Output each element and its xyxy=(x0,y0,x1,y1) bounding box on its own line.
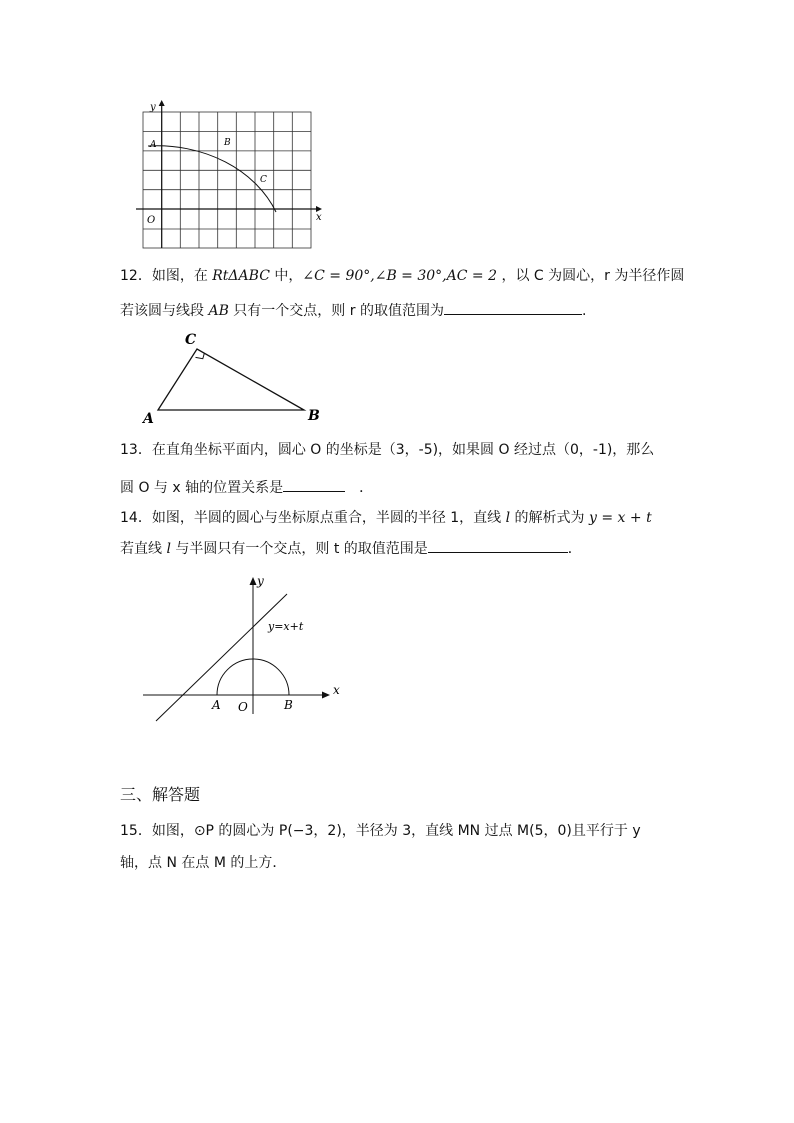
y-axis-label: y xyxy=(257,574,264,588)
q12-triangle: RtΔABC xyxy=(212,268,270,284)
origin-label: O xyxy=(147,215,156,226)
q14-line-l2: l xyxy=(166,541,171,557)
triangle-figure xyxy=(140,328,340,428)
origin-label: O xyxy=(238,700,248,714)
q15-line2: 轴，点 N 在点 M 的上方． xyxy=(120,855,287,871)
x-axis-arrow xyxy=(322,692,330,699)
line-equation-label: y=x+t xyxy=(268,620,304,633)
x-axis-label: x xyxy=(333,683,340,697)
q14-answer-blank[interactable] xyxy=(428,538,568,553)
q12-segment: AB xyxy=(208,303,229,319)
arc xyxy=(148,146,276,212)
y-axis-arrow xyxy=(250,577,257,585)
q14-line1: 14．如图，半圆的圆心与坐标原点重合，半圆的半径 1，直线 l 的解析式为 y = x + t xyxy=(120,510,652,526)
q12-line1: 12．如图，在 RtΔABC 中，∠C = 90°,∠B = 30°,AC = 2 ，以 C 为圆心，r 为半径作圆 xyxy=(120,268,685,284)
q14-equation: y = x + t xyxy=(589,510,652,526)
grid xyxy=(143,112,311,248)
q12-answer-blank[interactable] xyxy=(444,300,582,315)
q14-line2: 若直线 l 与半圆只有一个交点，则 t 的取值范围是 ． xyxy=(120,538,582,559)
point-c-label: C xyxy=(260,175,267,185)
q14-line-l: l xyxy=(505,510,511,526)
grid-arc-figure xyxy=(130,100,330,250)
q13-line2: 圆 O 与 x 轴的位置关系是 ． xyxy=(120,477,373,498)
vertex-a-label: A xyxy=(143,411,154,427)
vertex-c-label: C xyxy=(185,332,197,348)
q12-condition: ∠C = 90°,∠B = 30°,AC = 2 xyxy=(302,268,497,284)
q12-line2: 若该圆与线段 AB 只有一个交点，则 r 的取值范围为 . xyxy=(120,300,586,321)
x-axis-label: x xyxy=(316,212,322,223)
point-a-label: A xyxy=(150,140,157,150)
point-b-label: B xyxy=(284,698,293,712)
q15-line1: 15．如图，⊙P 的圆心为 P(−3，2)，半径为 3，直线 MN 过点 M(5，0)且平行于 y xyxy=(120,823,641,839)
point-b-label: B xyxy=(224,138,231,148)
q13-answer-blank[interactable] xyxy=(283,477,345,492)
y-axis-arrow xyxy=(159,100,165,106)
point-a-label: A xyxy=(212,698,221,712)
right-angle-mark xyxy=(196,353,205,359)
line-l xyxy=(156,594,287,721)
triangle-abc xyxy=(158,349,304,410)
axes xyxy=(143,584,323,714)
y-axis-label: y xyxy=(150,102,156,113)
semicircle-figure xyxy=(140,572,360,722)
vertex-b-label: B xyxy=(308,408,320,424)
q13-line1: 13．在直角坐标平面内，圆心 O 的坐标是（3，-5)，如果圆 O 经过点（0，-1)，那么 xyxy=(120,442,655,458)
section-title: 三、解答题 xyxy=(120,785,201,804)
